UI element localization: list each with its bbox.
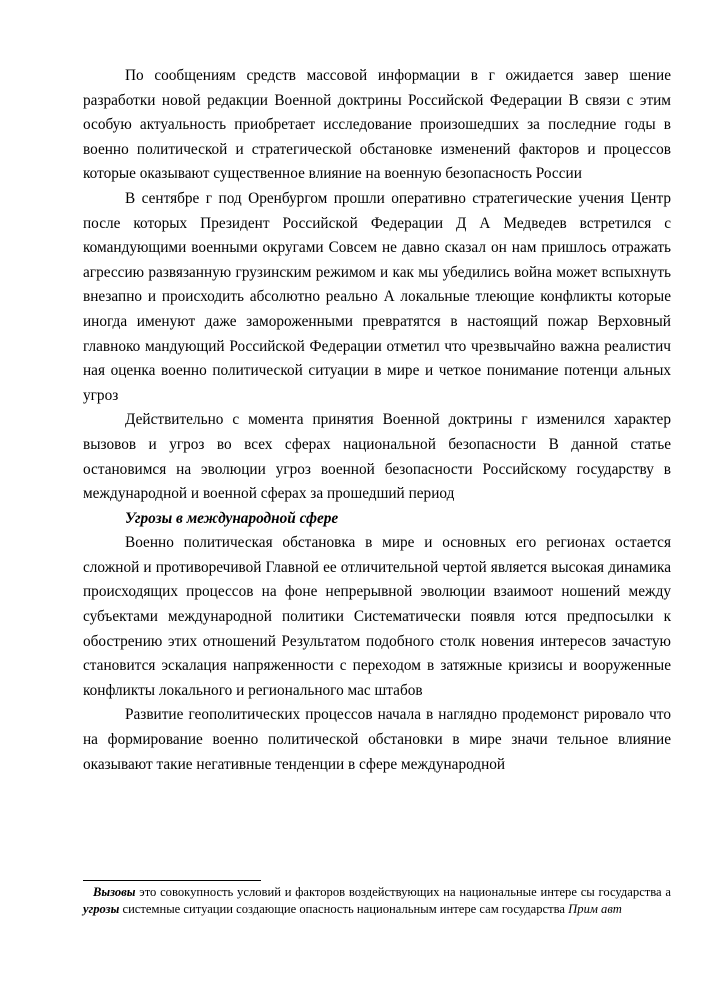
footnote-author-note: Прим авт	[568, 902, 622, 916]
footnote	[83, 884, 671, 918]
footnote-text-part1: это совокупность условий и факторов воздействующих на национальные интере сы государства а	[135, 885, 671, 899]
paragraph-situation: Военно политическая обстановка в мире и основных его регионах остается сложной и противоречивой Главной ее отличительной чертой является высокая динамика происходящих процессов на фоне непрерывной эволюции взаимоот ношений между субъектами международной политики Систематически появля ются предпосылки к обострению этих отношений Результатом подобного столк новения интересов зачастую становится эскалация напряженности с переходом в затяжные кризисы и вооруженные конфликты локального и регионального мас штабов	[83, 534, 671, 699]
paragraph-geopolitics: Развитие геополитических процессов начала в наглядно продемонст рировало что на формирование военно политической обстановки в мире значи тельное влияние оказывают такие негативные тенденции в сфере международной	[83, 706, 671, 773]
paragraph-doctrine: Действительно с момента принятия Военной доктрины г изменился характер вызовов и угроз во всех сферах национальной безопасности В данной статье остановимся на эволюции угроз военной безопасности Российскому государству в международной и военной сферах за прошедший период	[83, 411, 671, 503]
document-body	[83, 64, 671, 777]
footnote-divider	[83, 880, 261, 881]
footnote-term-threats: угрозы	[83, 902, 120, 916]
section-heading: Угрозы в международной сфере	[125, 509, 339, 527]
paragraph-intro: По сообщениям средств массовой информации в г ожидается завер шение разработки новой редакции Военной доктрины Российской Федерации В связи с этим особую актуальность приобретает исследование произошедших за последние годы в военно политической и стратегической обстановке изменений факторов и процессов которые оказывают существенное влияние на военную безопасность России	[83, 67, 671, 183]
footnote-text-part2: системные ситуации создающие опасность национальным интере сам государства	[119, 902, 569, 916]
paragraph-exercise: В сентябре г под Оренбургом прошли оперативно стратегические учения Центр после которых Президент Российской Федерации Д А Медведев встретился с командующими военными округами Совсем не давно сказал он нам пришлось отражать агрессию развязанную грузинским режимом и как мы убедились война может вспыхнуть внезапно и происходить абсолютно реально А локальные тлеющие конфликты которые иногда именуют даже замороженными превратятся в настоящий пожар Верховный главноко мандующий Российской Федерации отметил что чрезвычайно важна реалистич ная оценка военно политической ситуации в мире и четкое понимание потенци альных угроз	[83, 189, 671, 404]
footnote-term-challenges: Вызовы	[93, 885, 136, 899]
